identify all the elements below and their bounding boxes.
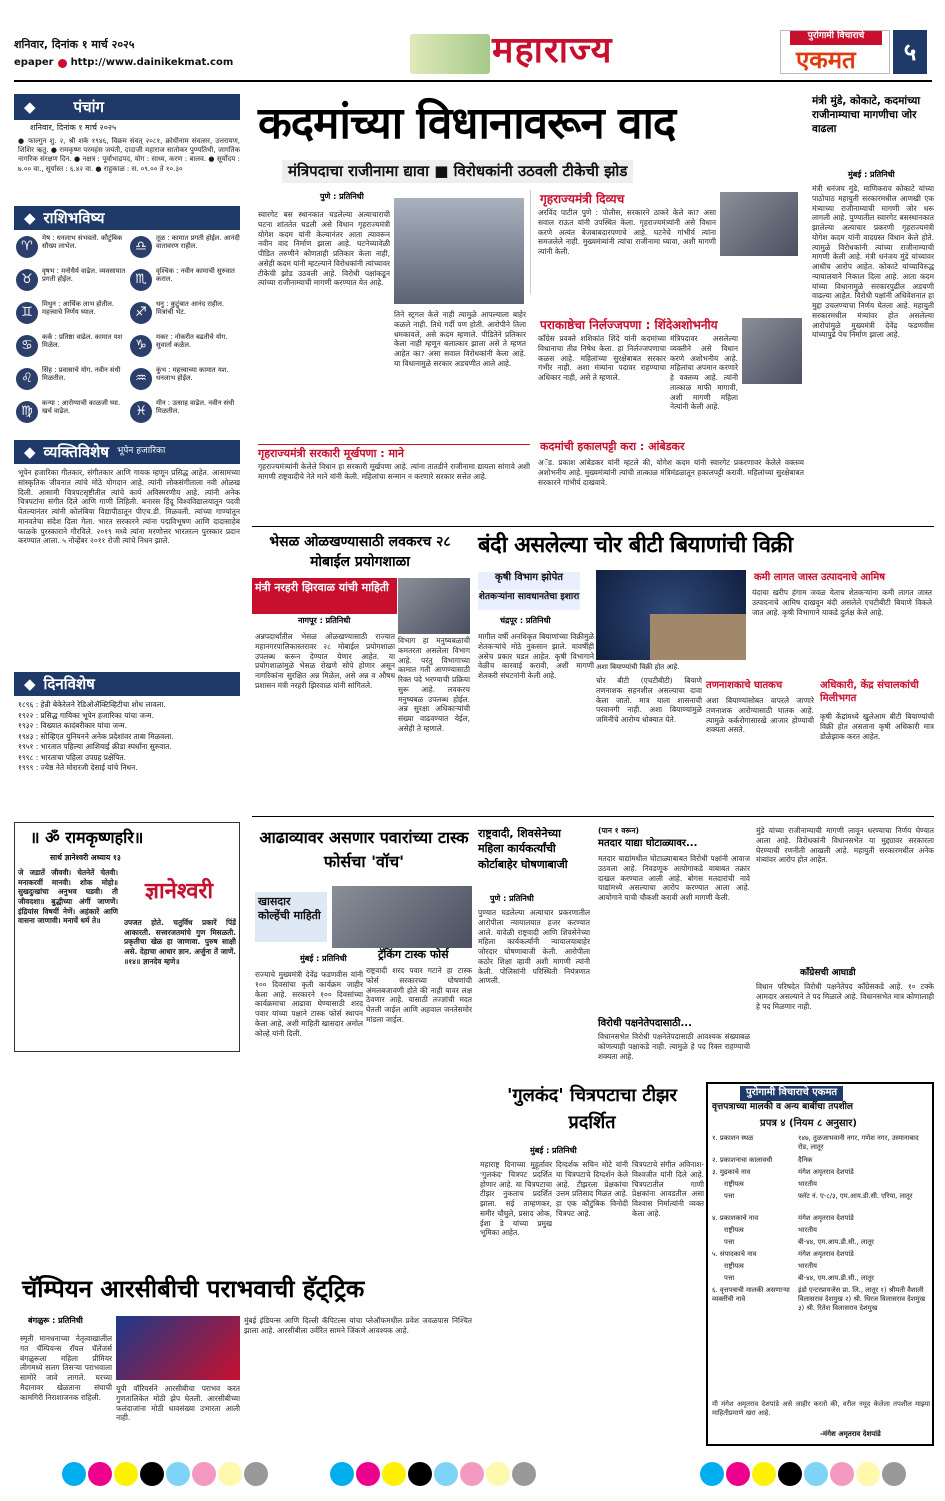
header-rule — [14, 80, 932, 82]
pawar-col1: राज्याचे मुख्यमंत्री देवेंद्र फडणवीस यांनी १०० दिवसांचा कृती कार्यक्रम जाहीर केला आहे. सरकारने १०० दिवसांच्या कार्यक्रमाचा आढावा घेण्यासाठी शरद पवार यांच्या पक्षाने टास्क फोर्स स्थापन केला आहे, अशी माहिती खासदार अमोल कोल्हे यांनी दिली. — [255, 970, 363, 1038]
form4-row: २. प्रकाशनाचा कालावधी दैनिक — [712, 1156, 813, 1164]
minister-photo — [394, 198, 524, 304]
tannashak-text: अशा बियाण्यांसोबत वापरले जाणारे तणनाशक आरोग्यासाठी घातक आहे. त्यामुळे कर्करोगासारखे आजार होण्याची शक्यता असते. — [706, 696, 814, 735]
right-col-text: मुंडे यांच्या राजीनाम्याची मागणी लावून धरण्याचा निर्णय घेण्यात आला आहे. विरोधकांनी विधानसभेत या मुद्द्यावर सरकारला घेरण्याची रणनीती आखली आहे. महायुती सरकारमधील अनेक मंत्र्यांवर आरोप होत आहेत. — [756, 826, 934, 865]
epaper-url[interactable]: http://www.dainikekmat.com — [70, 57, 234, 68]
bt-side-title: कमी लागत जास्त उत्पादनाचे आमिष — [754, 572, 885, 583]
bt-tag2: शेतकऱ्यांना सावधानतेचा इशारा — [478, 592, 580, 610]
dnyaneshwari-subtitle: सार्थ ज्ञानेश्वरी अध्याय १३ — [50, 853, 121, 862]
dnyaneshwari-left: जे जडातें जीववी। चेतनेतें चेतवी। मनाकरवीं मानवी। शोक मोहो॥ सुखदुःखांचा अनुभव घडवी। ती जीवदशा॥ बुद्धीच्या अंगीं जाणणें। इंद्रियांस विषयीं नेणें। अहंकारें आणि वासना जाणावी। मनाचें धर्म ते॥ — [18, 868, 118, 926]
vyakti-title: व्यक्तिविशेष — [43, 442, 109, 461]
shinde-text: काँग्रेस प्रवक्ते शशिकांत शिंदे यांनी कदमांच्या विधानाचा तीव्र निषेध केला. हा निर्लज्जपणाचा कळस आहे. महिलांच्या सुरक्षेबाबत सरकार गंभीर नाही. अशा मंत्र्यांना पदावर राहण्याचा अधिकार नाही, असे ते म्हणाले. — [538, 334, 666, 383]
mahila-credit: पुणे : प्रतिनिधी — [490, 894, 534, 903]
globe-icon — [58, 59, 67, 68]
libra-icon: ♎ — [130, 236, 152, 258]
gruha-text: अरविंद पाटील पुणे : पोलीस, सरकारने ठाकरे केले का? असा सवाल राऊत यांनी उपस्थित केला. गृहराज्यमंत्र्यांनी असे विधान करणे अत्यंत बेजबाबदारपणाचे आहे. घटनेचे गांभीर्य त्यांना समजलेले नाही. मुख्यमंत्र्यांनी त्यांचा राजीनामा घ्यावा, अशी मागणी त्यांनी केली. — [538, 208, 716, 257]
pawar-title: आढाव्यावर असणार पवारांच्या टास्क फोर्सचा 'वॉच' — [259, 828, 469, 871]
sagittarius-icon: ♐ — [130, 302, 152, 324]
list-item: १९३२ : विख्यात कादंबरीकार यांचा जन्म. — [18, 721, 128, 731]
list-item: १९२२ : प्रसिद्ध गायिका भूपेन हजारिका यांचा जन्म. — [18, 710, 154, 720]
rcb-col2: यूपी वॉरियर्सने आरसीबीचा पराभव करत गुणतालिकेत मोठी झेप घेतली. आरसीबीच्या फलंदाजांना मोठी धावसंख्या उभारता आली नाही. — [116, 1384, 240, 1423]
gulkand-title: 'गुलकंद' चित्रपटाचा टीझर प्रदर्शित — [506, 1085, 678, 1133]
section-rule-2 — [252, 816, 934, 817]
bt-credit: चंद्रपूर : प्रतिनिधी — [500, 616, 551, 625]
gulkand-col3: चित्रपटाचे संगीत अविनाश-विश्वजीत यांनी दिले आहे. चित्रपटातील गाणी प्रेक्षकांना आवडतील असा विश्वास निर्मात्यांनी व्यक्त केला आहे. — [632, 1160, 704, 1218]
color-bar-left — [62, 1462, 268, 1486]
lab-title: भेसळ ओळखण्यासाठी लवकरच २८ मोबाईल प्रयोगशाळा — [269, 534, 451, 571]
list-item: १९५१ : भारतात पहिल्या आशियाई क्रीडा स्पर्धांना सुरुवात. — [18, 742, 172, 752]
form4-row: ५. संपादकाचे नाव मंगेश अमृतराव देशपांडे — [712, 1250, 854, 1258]
right-col-sub-text: विधान परिषदेत विरोधी पक्षनेतेपद काँग्रेसकडे आहे. १० टक्के आमदार असल्याने ते पद मिळाले आहे. विधानसभेत मात्र कोणालाही हे पद मिळणार नाही. — [756, 982, 934, 1011]
ghotala-text: मतदार याद्यांमधील घोटाळ्याबाबत विरोधी पक्षांनी आवाज उठवला आहे. निवडणूक आयोगाकडे याबाबत तक्रार दाखल करण्यात आली आहे. बोगस मतदारांची नावे याद्यांमध्ये असल्याचा आरोप करण्यात आला आहे. आयोगाने याची चौकशी करावी अशी मागणी केली. — [598, 854, 750, 903]
virgo-icon: ♍ — [16, 401, 38, 423]
raut-photo — [720, 192, 798, 256]
bt-col2: चोर बीटी (एचटीबीटी) बियाणे तणनाशक सहनशील असल्याचा दावा केला जातो. मात्र याला शासनाची परवानगी नाही. अशा बियाण्यांमुळे जमिनीचे आरोग्य धोक्यात येते. — [596, 676, 702, 725]
tannashak-title: तणनाशकाचे घातकच — [706, 680, 783, 691]
pawar-credit: मुंबई : प्रतिनिधी — [300, 954, 347, 963]
dinavishesh-header — [14, 672, 240, 696]
lab-credit: नागपूर : प्रतिनिधी — [298, 616, 351, 625]
header-map-art — [410, 34, 490, 74]
gemini-icon: ♊ — [16, 302, 38, 324]
form4-title: पुरोगामी विचाराचे एकमत — [740, 1086, 843, 1101]
section-title: महाराज्य — [492, 30, 613, 71]
form4-row: ४. प्रकाशकाचे नाव मंगेश अमृतराव देशपांडे — [712, 1214, 854, 1222]
panchang-body: ● फाल्गुन शु. २, श्री शके १९४६, विक्रम संवत् २०८१, क्रोधीनाम संवत्सर, उत्तरायण, शिशिर ऋतु. ● रामकृष्ण परमहंस जयंती, दादाजी महाराज सातोकर पुण्यतिथी, जागतिक नागरिक संरक्षण दिन. ● नक्षत्र : पूर्वाभाद्रपद, योग : साध्य, करण : बालव. ● सूर्योदय : ७.०० वा., सूर्यास्त : ६.४२ वा. ● राहुकाळ : स. ०९.०० ते १०.३० — [18, 137, 240, 173]
form4-row: राष्ट्रीयत्व भारतीय — [724, 1226, 817, 1234]
form4-table — [712, 1134, 930, 1326]
dnyaneshwari-logo — [122, 870, 236, 914]
rashi-item: ♊ मिथुन : आर्थिक लाभ होतील. महत्त्वाचे निर्णय घ्याल. — [16, 300, 126, 333]
mane-title: गृहराज्यमंत्री सरकारी मूर्खपणा : माने — [258, 444, 530, 461]
pawar-sub: ट्रॅकिंग टास्क फोर्स — [378, 948, 449, 961]
rashi-item: ♎ तूळ : कामात प्रगती होईल. आनंदी वातावरण राहील. — [130, 234, 240, 267]
ghotala-kicker: (पान १ वरून) — [598, 826, 640, 835]
header-date: शनिवार, दिनांक १ मार्च २०२५ — [14, 38, 135, 51]
pawar-caption: खासदार कोल्हेंची माहिती — [255, 892, 327, 942]
ghotala-title: मतदार याद्या घोटाळ्यावर... — [598, 838, 698, 849]
form4-subtitle: वृत्तपत्राच्या मालकी व अन्य बाबींचा तपशील — [712, 1102, 854, 1112]
capricorn-icon: ♑ — [130, 335, 152, 357]
vyakti-header — [14, 440, 240, 464]
gulkand-credit: मुंबई : प्रतिनिधी — [530, 1146, 577, 1155]
color-bar-right — [700, 1462, 906, 1486]
rashi-item: ♌ सिंह : प्रवासाचे योग. नवीन संधी मिळतील. — [16, 366, 126, 399]
vyakti-body: भूपेन हजारिका गीतकार, संगीतकार आणि गायक म्हणून प्रसिद्ध आहेत. आसामच्या सांस्कृतिक जीवनात त्यांचे मोठे योगदान आहे. त्यांनी लोकसंगीताला नवी ओळख दिली. आसामी चित्रपटसृष्टीतील त्यांचे कार्य अविस्मरणीय आहे. त्यांनी अनेक चित्रपटांना संगीत दिले आणि गाणी लिहिली. बनारस हिंदू विश्वविद्यालयातून पदवी घेतल्यानंतर त्यांनी कोलंबिया विद्यापीठातून पीएच.डी. मिळवली. त्यांच्या गाण्यांतून मानवतेचा संदेश दिला गेला. भारत सरकारने त्यांना पद्मविभूषण आणि दादासाहेब फाळके पुरस्काराने गौरविले. २०१९ मध्ये त्यांना मरणोत्तर भारतरत्न पुरस्कार प्रदान करण्यात आला. ५ नोव्हेंबर २०११ रोजी त्यांचे निधन झाले. — [18, 468, 240, 546]
gulkand-col1: महाराष्ट्र दिनाच्या मुहूर्तावर 'गुलकंद' चित्रपट प्रदर्शित होणार आहे. या चित्रपटाचा टीझर नुकताच प्रदर्शित झाला. सई ताम्हणकर, समीर चौघुले, प्रसाद ओक, ईशा डे यांच्या प्रमुख भूमिका आहेत. — [480, 1160, 552, 1238]
main-col3: तिने स्ट्रगल केले नाही त्यामुळे आपल्याला बाहेर कळले नाही. तिथे गर्दी पण होती. आरोपीने तिला धमकावले, असे कदम म्हणाले. पीडितेने प्रतिकार केला नाही म्हणून बलात्कार झाला असे ते म्हणत आहेत का? असा सवाल विरोधकांनी केला आहे. या विधानामुळे सरकार अडचणीत आले आहे. — [394, 310, 526, 368]
dnyaneshwari-right: उपजत होते. चतुर्विध प्रकारें पिंडें आकारती. सत्त्वरजतमांचे गुण मिसळती. प्रकृतीचा खेळ हा जाणावा. पुरुष साक्षी असे. देहाचा आधार ज्ञान. अर्जुना तें जाणें. ॥१४॥ ज्ञानदेव म्हणे॥ — [124, 918, 236, 966]
form4-signature: -मंगेश अमृतराव देशपांडे — [820, 1430, 881, 1438]
tagline: पुरोगामी विचाराचे — [790, 31, 882, 45]
logo-text: ज्ञानेश्वरी — [144, 879, 214, 905]
form4-row: ६. वृत्तपत्राची मालकी असणाऱ्या व्यक्तींची नावे इंडो एन्टरप्रायजेस प्रा. लि., लातूर १) श्रीमती वैशाली विलासराव देशमुख २) श्री. धिरज विलासराव देशमुख ३) श्री. रितेश विलासराव देशमुख — [712, 1286, 926, 1313]
rashi-item: ♉ वृषभ : मनोधैर्य वाढेल. व्यवसायात प्रगती होईल. — [16, 267, 126, 300]
lab-col2: विभाग हा मनुष्यबळाची कमतरता असलेला विभाग आहे. परंतु विभागाच्या कामात गती आणण्यासाठी रिक्त पदे भरण्याची प्रक्रिया सुरू आहे. लवकरच मनुष्यबळ उपलब्ध होईल. अन्न सुरक्षा अधिकाऱ्यांची संख्या वाढवण्यात येईल, असेही ते म्हणाले. — [398, 636, 470, 733]
bt-caption: अशा बियाण्यांची विक्री होत आहे. — [596, 663, 680, 671]
scorpio-icon: ♏ — [130, 269, 152, 291]
pawar-photo — [332, 886, 472, 948]
rashi-left — [16, 234, 126, 432]
dnyaneshwari-title: ॥ ॐ रामकृष्णहरि॥ — [30, 828, 144, 847]
aries-icon: ♈ — [16, 236, 38, 258]
leader-photo — [742, 318, 802, 384]
list-item: १८९६ : हेन्री बेकेरेलने रेडिओॲक्टिव्हिटीचा शोध लावला. — [18, 700, 166, 709]
taurus-icon: ♉ — [16, 269, 38, 291]
diamond-icon: ◆ — [24, 442, 36, 461]
rashi-item: ♏ वृश्चिक : नवीन कामाची सुरुवात कराल. — [130, 267, 240, 300]
dinavishesh-title: दिनविशेष — [43, 674, 95, 693]
rashi-item: ♍ कन्या : आरोग्याची काळजी घ्या. खर्च वाढेल. — [16, 399, 126, 432]
mandhana-photo — [116, 1316, 240, 1380]
mane-text: गृहराज्यमंत्र्यांनी केलेले विधान हा सरकारी मूर्खपणा आहे. त्यांना तातडीने राजीनामा द्यायला सांगावे अशी मागणी राष्ट्रवादीचे नेते माने यांनी केली. महिलांचा सन्मान न करणारे सरकार सत्तेत आहे. — [258, 462, 530, 481]
adhikari-title: अधिकारी, केंद्र संचालकांची मिलीभगत — [820, 680, 919, 704]
main-col1: स्वारगेट बस स्थानकात घडलेल्या अत्याचाराची घटना शांततेत घडली असे विधान गृहराज्यमंत्री योगेश कदम यांनी केल्यानंतर आता त्यावरून नवीन वाद निर्माण झाला आहे. घटनेच्यावेळी पीडित तरुणीने कोणताही प्रतिकार केला नाही, असेही कदम यांनी म्हटल्याने विरोधकांनी त्यांच्यावर टीकेची झोड उठवली आहे. विरोधी पक्षांकडून त्यांच्या राजीनाम्याची मागणी करण्यात येत आहे. — [258, 210, 390, 288]
epaper-label: epaper — [14, 57, 54, 68]
form4-row: ३. मुद्रकाचे नाव मंगेश अमृतराव देशपांडे — [712, 1168, 854, 1176]
munde-credit: मुंबई : प्रतिनिधी — [848, 170, 895, 179]
list-item: १९९९ : ज्येष्ठ नेते मोरारजी देसाई यांचे निधन. — [18, 763, 138, 773]
panchang-title: पंचांग — [73, 97, 104, 116]
rashi-title: राशिभविष्य — [43, 208, 105, 227]
epaper-link[interactable] — [14, 57, 233, 70]
adhikari-text: कृषी केंद्रांमध्ये खुलेआम बीटी बियाण्यांची विक्री होत असताना कृषी अधिकारी मात्र डोळेझाक करत आहेत. — [820, 712, 934, 741]
bt-tag1: कृषी विभाग झोपेत — [478, 572, 580, 590]
dinavishesh-list — [18, 700, 240, 774]
zirwal-photo — [398, 578, 470, 634]
section-rule — [252, 526, 934, 527]
right-col-sub: काँग्रेसची आघाडी — [800, 968, 856, 978]
pisces-icon: ♓ — [130, 401, 152, 423]
rashi-item: ♈ मेष : धनलाभ संभवतो. कौटुंबिक सौख्य लाभेल. — [16, 234, 126, 267]
ambedkar-title: कदमांची हकालपट्टी करा : आंबेडकर — [540, 440, 685, 453]
ambedkar-text: अॅड. प्रकाश आंबेडकर यांनी म्हटले की, योगेश कदम यांनी स्वारगेट प्रकरणावर केलेले वक्तव्य अशोभनीय आहे. मुख्यमंत्र्यांनी त्यांची तात्काळ मंत्रिमंडळातून हकालपट्टी करावी. महिलांच्या सुरक्षेबाबत सरकारने गांभीर्य दाखवावे. — [538, 458, 804, 487]
form4-row: राष्ट्रीयत्व भारतीय — [724, 1262, 817, 1270]
rashi-item: ♑ मकर : नोकरीत बढतीचे योग. सुवार्ता कळेल. — [130, 333, 240, 366]
page-number: ५ — [893, 30, 927, 74]
main-headline: कदमांच्या विधानावरून वाद — [258, 98, 676, 149]
bt-title: बंदी असलेल्या चोर बीटी बियाणांची विक्री — [478, 533, 793, 558]
munde-text: मंत्री धनंजय मुंडे, माणिकराव कोकाटे यांच्या पाठोपाठ महायुती सरकारमधील आणखी एक मंत्र्याच्या राजीनाम्याची मागणी जोर धरू लागली आहे. पुण्यातील स्वारगेट बसस्थानकात झालेल्या अत्याचार प्रकरणी गृहराज्यमंत्री योगेश कदम यांनी वादग्रस्त विधान केले होते. त्यामुळे विरोधकांनी त्यांच्या राजीनाम्याची मागणी केली आहे. मंत्री धनंजय मुंडे यांच्यावर आधीच आरोप आहेत. कोकाटे यांच्याविरुद्ध न्यायालयाने निकाल दिला आहे. आता कदम यांच्या विधानामुळे सरकारपुढील अडचणी वाढल्या आहेत. विरोधी पक्षांनी अधिवेशनात हा मुद्दा उचलण्याचा निर्णय घेतला आहे. महायुती सरकारमधील मंत्र्यांवर होत असलेल्या आरोपांमुळे मुख्यमंत्री देवेंद्र फडणवीस यांच्यापुढे पेच निर्माण झाला आहे. — [812, 184, 934, 340]
cotton-photo — [650, 614, 746, 660]
brand-name: एकमत — [796, 46, 856, 74]
list-item: १९४३ : सोव्हिएत युनियनने अनेक प्रदेशांवर ताबा मिळवला. — [18, 731, 174, 741]
diamond-icon: ◆ — [24, 97, 36, 116]
leo-icon: ♌ — [16, 368, 38, 390]
form4-row: राष्ट्रीयत्व भारतीय — [724, 1180, 817, 1188]
form4-row: पत्ता बी-४४, एम.आय.डी.सी., लातूर — [724, 1274, 874, 1282]
bt-col1: मागील वर्षी अनधिकृत बियाणांच्या विक्रीमुळे शेतकऱ्यांचे मोठे नुकसान झाले. यावर्षीही असेच प्रकार घडत आहेत. कृषी विभागाने वेळीच कारवाई करावी, अशी मागणी शेतकरी संघटनांनी केली आहे. — [478, 632, 594, 681]
form4-row: १. प्रकाशन स्थळ १४७, तुळजाभवानी नगर, गणेश नगर, उस्मानाबाद रोड, लातूर — [712, 1134, 919, 1152]
ashobhaniya-text: मंत्रिपदावर असलेल्या व्यक्तीने असे विधान करणे अशोभनीय आहे. महिलांचा अपमान करणारे हे वक्तव्य आहे. त्यांनी तात्काळ माफी मागावी, अशी मागणी महिला नेत्यांनी केली आहे. — [670, 334, 738, 412]
mahila-title: राष्ट्रवादी, शिवसेनेच्या महिला कार्यकर्त्यांची कोर्टाबाहेर घोषणाबाजी — [478, 827, 568, 871]
aquarius-icon: ♒ — [130, 368, 152, 390]
form4-row: पत्ता बी-४४, एम.आय.डी.सी., लातूर — [724, 1238, 874, 1246]
rcb-credit: बंगळुरू : प्रतिनिधी — [28, 1316, 83, 1325]
list-item: १९९८ : भारताचा पहिला उपग्रह प्रक्षेपित. — [18, 752, 126, 762]
panchang-header — [14, 94, 240, 120]
gruha-title: गृहराज्यमंत्री दिव्यच — [540, 192, 625, 206]
color-bar-mid — [330, 1462, 536, 1486]
ghotala-sub: विरोधी पक्षनेतेपदासाठी... — [598, 1018, 692, 1029]
rcb-col1: स्मृती मानधनाच्या नेतृत्वाखालील गत चॅम्पियन्स रॉयल चॅलेंजर्स बंगळुरूला महिला प्रीमियर लीगमध्ये सलग तिसऱ्या पराभवाला सामोरे जावे लागले. घरच्या मैदानावर खेळताना संघाची कामगिरी निराशाजनक राहिली. — [20, 1334, 112, 1402]
form4-row: पत्ता फ्लॅट नं. ए-८/३, एम.आय.डी.सी. एरिया, लातूर — [724, 1192, 913, 1200]
rashi-header — [14, 206, 240, 230]
rashi-right — [130, 234, 240, 432]
mahila-text: पुण्यात घडलेल्या अत्याचार प्रकरणातील आरोपीला न्यायालयात हजर करण्यात आले. यावेळी राष्ट्रवादी आणि शिवसेनेच्या महिला कार्यकर्त्यांनी न्यायालयाबाहेर जोरदार घोषणाबाजी केली. आरोपीला कठोर शिक्षा व्हावी अशी मागणी त्यांनी केली. पोलिसांनी परिस्थिती नियंत्रणात आणली. — [478, 908, 590, 986]
gulkand-col2: दिग्दर्शक सचिन मोटे यांनी या चित्रपटाचे दिग्दर्शन केले आहे. टीझरला प्रेक्षकांचा उत्तम प्रतिसाद मिळत आहे. हा एक कौटुंबिक विनोदी चित्रपट आहे. — [556, 1160, 628, 1218]
lab-col1: अन्नपदार्थांतील भेसळ ओळखण्यासाठी राज्यात महानगरपालिकास्तरावर २८ मोबाईल प्रयोगशाळा उपलब्ध करून देण्यात येणार आहेत. या प्रयोगशाळांमुळे भेसळ रोखणे सोपे होणार असून नागरिकांना सुरक्षित अन्न मिळेल, असे अन्न व औषध प्रशासन मंत्री नरहरी झिरवाळ यांनी सांगितले. — [255, 632, 395, 690]
form4-form: प्रपत्र ४ (नियम ८ अनुसार) — [760, 1118, 857, 1129]
ghotala-sub-text: विधानसभेत विरोधी पक्षनेतेपदासाठी आवश्यक संख्याबळ कोणत्याही पक्षाकडे नाही. त्यामुळे हे पद रिक्त राहण्याची शक्यता आहे. — [598, 1032, 750, 1061]
cancer-icon: ♋ — [16, 335, 38, 357]
lab-caption: मंत्री नरहरी झिरवाळ यांची माहिती — [252, 578, 397, 614]
rashi-item: ♐ धनु : कुटुंबात आनंद राहील. मित्रांची भेट. — [130, 300, 240, 333]
main-subtitle: मंत्रिपदाचा राजीनामा द्यावा ■ विरोधकांनी उठवली टीकेची झोड — [282, 160, 633, 183]
rcb-title: चॅम्पियन आरसीबीची पराभवाची हॅट्ट्रिक — [22, 1275, 365, 1303]
main-credit: पुणे : प्रतिनिधी — [320, 192, 364, 201]
rcb-col3: मुंबई इंडियन्स आणि दिल्ली कॅपिटल्स यांचा प्लेऑफमधील प्रवेश जवळपास निश्चित झाला आहे. आरसीबीला उर्वरित सामने जिंकणे आवश्यक आहे. — [244, 1316, 472, 1335]
bt-side-text: यंदाचा खरीप हंगाम जवळ येताच शेतकऱ्यांना कमी लागत जास्त उत्पादनाचे आमिष दाखवून बंदी असलेले एचटीबीटी बियाणे विकले जात आहे. कृषी विभागाने याकडे दुर्लक्ष केले आहे. — [752, 588, 932, 617]
rashi-item: ♓ मीन : उत्साह वाढेल. नवीन संधी मिळतील. — [130, 399, 240, 432]
ashobhaniya-title: अशोभनीय — [672, 318, 718, 332]
form4-footer: मी मंगेश अमृतराव देशपांडे असे जाहीर करतो की, वरील नमूद केलेला तपशील माझ्या माहितीप्रमाणे खरा आहे. — [712, 1400, 930, 1417]
pawar-col2: राष्ट्रवादी शरद पवार गटाने हा टास्क फोर्स सरकारच्या घोषणांची अंमलबजावणी होते की नाही यावर लक्ष ठेवणार आहे. यासाठी तज्ज्ञांची मदत घेतली जाईल आणि अहवाल जनतेसमोर मांडला जाईल. — [366, 966, 472, 1024]
vyakti-subtitle: भूपेन हजारिका — [116, 446, 166, 457]
munde-title: मंत्री मुंडे, कोकाटे, कदमांच्या राजीनाम्याचा मागणीचा जोर वाढला — [812, 95, 921, 136]
diamond-icon: ◆ — [24, 208, 36, 227]
panchang-date: शनिवार, दिनांक १ मार्च २०२५ — [30, 123, 117, 132]
diamond-icon: ◆ — [24, 674, 36, 693]
rashi-item: ♋ कर्क : प्रतिष्ठा वाढेल. कामात यश मिळेल. — [16, 333, 126, 366]
rashi-item: ♒ कुंभ : महत्त्वाच्या कामात यश. धनलाभ होईल. — [130, 366, 240, 399]
shinde-title: पराकाष्ठेचा निर्लज्जपणा : शिंदे — [540, 318, 673, 332]
